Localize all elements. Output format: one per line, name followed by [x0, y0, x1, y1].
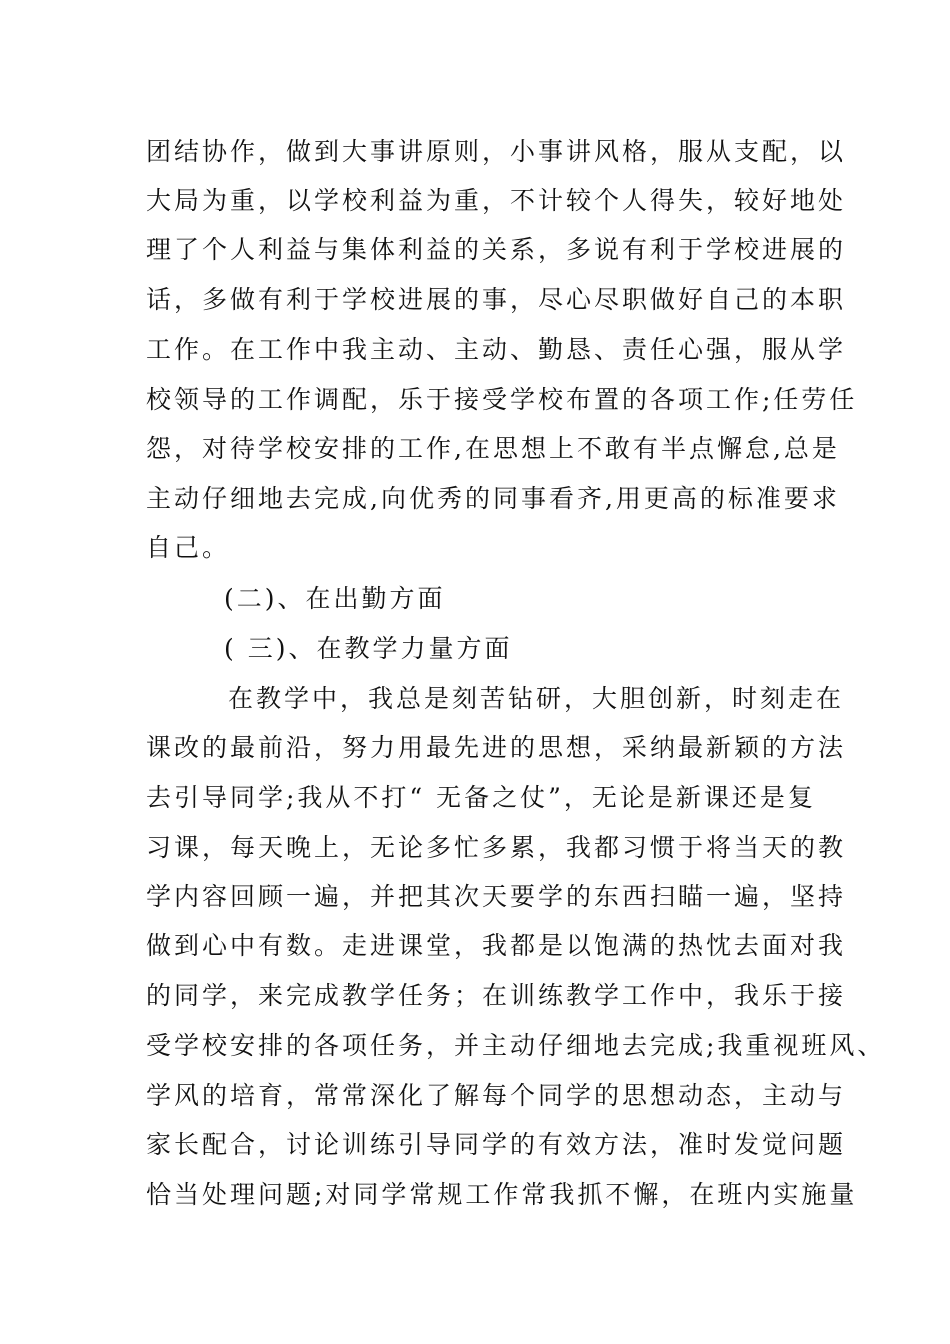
- paragraph-1-line-8: 主动仔细地去完成,向优秀的同事看齐,用更高的标准要求: [146, 484, 840, 513]
- paragraph-2-line-4: 习课，每天晚上，无论多忙多累，我都习惯于将当天的教: [146, 833, 847, 862]
- paragraph-1-line-9: 自己。: [146, 533, 231, 562]
- paragraph-2-line-1: 在教学中，我总是刻苦钻研，大胆创新，时刻走在: [228, 684, 845, 713]
- paragraph-2-line-10: 家长配合，讨论训练引导同学的有效方法，准时发觉问题: [146, 1130, 847, 1159]
- paragraph-1-line-7: 怨，对待学校安排的工作,在思想上不敢有半点懈怠,总是: [146, 434, 840, 463]
- section-heading-2: (二)、在出勤方面: [224, 584, 446, 613]
- paragraph-2-line-11: 恰当处理问题;对同学常规工作常我抓不懈，在班内实施量: [146, 1180, 858, 1209]
- paragraph-2-line-6: 做到心中有数。走进课堂，我都是以饱满的热忱去面对我: [146, 931, 847, 960]
- section-heading-3: ( 三)、在教学力量方面: [224, 634, 513, 663]
- paragraph-1-line-2: 大局为重，以学校利益为重，不计较个人得失，较好地处: [146, 186, 847, 215]
- paragraph-1-line-1: 团结协作，做到大事讲原则，小事讲风格，服从支配，以: [146, 137, 847, 166]
- paragraph-2-line-5: 学内容回顾一遍，并把其次天要学的东西扫瞄一遍，坚持: [146, 882, 847, 911]
- paragraph-1-line-3: 理了个人利益与集体利益的关系，多说有利于学校进展的: [146, 235, 847, 264]
- paragraph-2-line-8: 受学校安排的各项任务，并主动仔细地去完成;我重视班风、: [146, 1031, 886, 1060]
- paragraph-1-line-6: 校领导的工作调配，乐于接受学校布置的各项工作;任劳任: [146, 385, 858, 414]
- paragraph-2-line-9: 学风的培育，常常深化了解每个同学的思想动态，主动与: [146, 1081, 847, 1110]
- paragraph-1-line-5: 工作。在工作中我主动、主动、勤恳、责任心强，服从学: [146, 335, 847, 364]
- paragraph-2-line-7: 的同学，来完成教学任务；在训练教学工作中，我乐于接: [146, 981, 847, 1010]
- paragraph-2-line-2: 课改的最前沿，努力用最先进的思想，采纳最新颖的方法: [146, 733, 847, 762]
- paragraph-2-line-3: 去引导同学;我从不打“ 无备之仗”，无论是新课还是复: [146, 783, 816, 812]
- paragraph-1-line-4: 话，多做有利于学校进展的事，尽心尽职做好自己的本职: [146, 285, 847, 314]
